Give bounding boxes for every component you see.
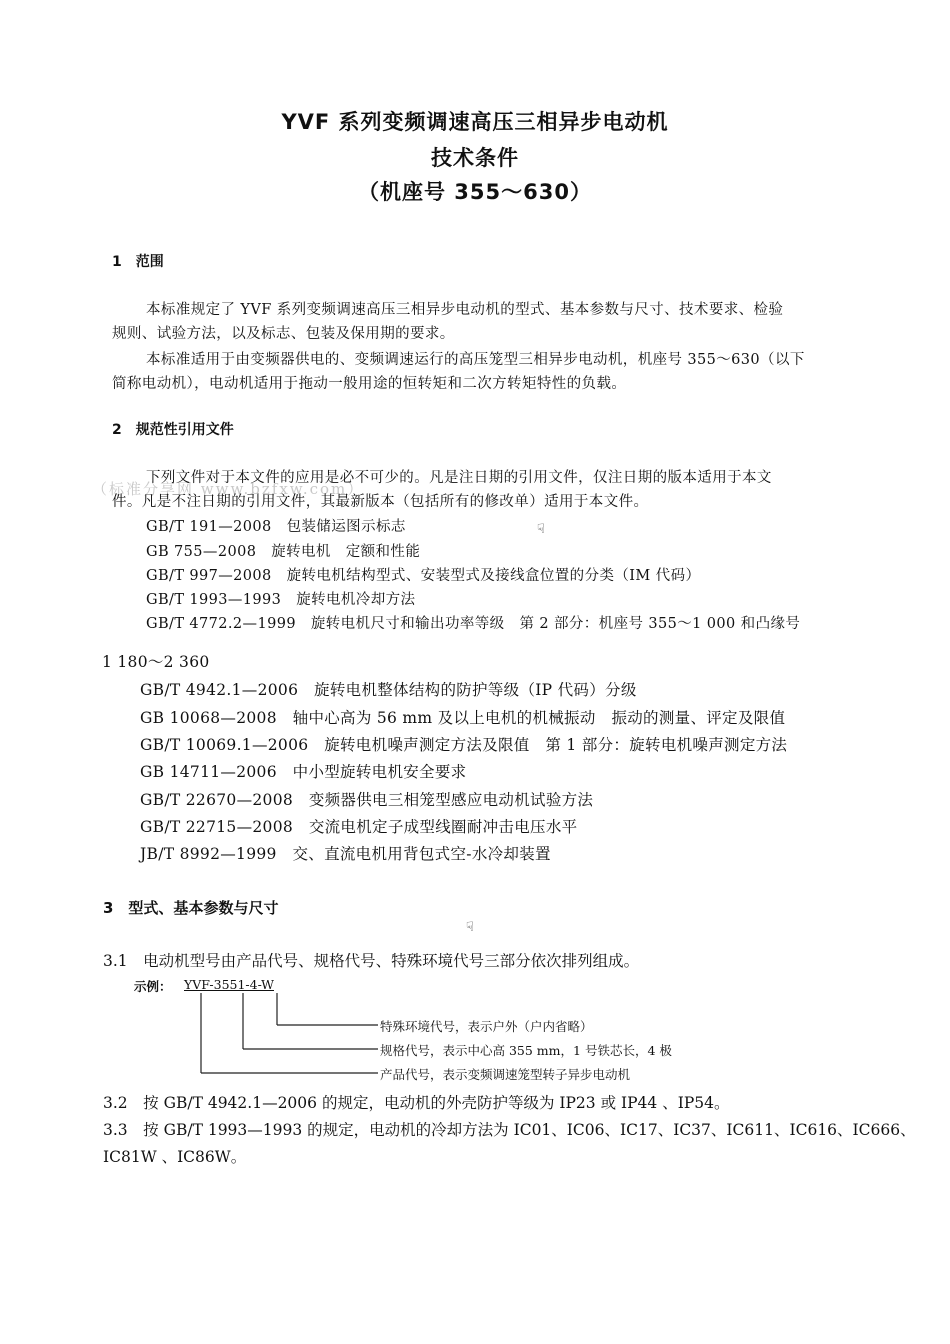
ref-item: GB/T 997—2008 旋转电机结构型式、安装型式及接线盒位置的分类（IM 代码）: [146, 568, 701, 584]
section-1-heading: 1 范围: [112, 254, 164, 270]
s1-para1-line1: 本标准规定了 YVF 系列变频调速高压三相异步电动机的型式、基本参数与尺寸、技术要求、检验: [146, 302, 784, 318]
ref-item: GB/T 191—2008 包装储运图示标志: [146, 519, 406, 535]
ref-item: GB 755—2008 旋转电机 定额和性能: [146, 544, 421, 560]
annotation-product-code: 产品代号，表示变频调速笼型转子异步电动机: [380, 1067, 631, 1082]
s2-intro-line1: 下列文件对于本文件的应用是必不可少的。凡是注日期的引用文件，仅注日期的版本适用于本文: [146, 470, 772, 486]
ref-item: GB/T 22670—2008 变频器供电三相笼型感应电动机试验方法: [140, 791, 594, 809]
section-3-heading: 3 型式、基本参数与尺寸: [103, 899, 279, 917]
ref-item-continuation: 1 180～2 360: [102, 653, 210, 671]
clause-3-3-line2: IC81W 、IC86W。: [103, 1148, 247, 1166]
ref-item: GB/T 22715—2008 交流电机定子成型线圈耐冲击电压水平: [140, 818, 578, 836]
ref-item: GB/T 1993—1993 旋转电机冷却方法: [146, 592, 416, 608]
watermark: （标准分享网 www.bzfxw.com）: [92, 480, 365, 498]
ref-item: GB/T 4942.1—2006 旋转电机整体结构的防护等级（IP 代码）分级: [140, 681, 637, 699]
example-model-code: YVF-3551-4-W: [184, 977, 274, 992]
section-2-heading: 2 规范性引用文件: [112, 422, 234, 438]
ref-item: JB/T 8992—1999 交、直流电机用背包式空-水冷却装置: [140, 845, 551, 863]
s1-para2-line2: 简称电动机），电动机适用于拖动一般用途的恒转矩和二次方转矩特性的负载。: [112, 376, 627, 392]
doc-title-line1: YVF 系列变频调速高压三相异步电动机: [281, 110, 669, 134]
s1-para2-line1: 本标准适用于由变频器供电的、变频调速运行的高压笼型三相异步电动机，机座号 355～630（以下: [146, 352, 805, 368]
ref-item: GB 10068—2008 轴中心高为 56 mm 及以上电机的机械振动 振动的测量、评定及限值: [140, 709, 786, 727]
example-label: 示例：: [134, 979, 172, 994]
clause-3-1: 3.1 电动机型号由产品代号、规格代号、特殊环境代号三部分依次排列组成。: [103, 952, 640, 970]
annotation-environment-code: 特殊环境代号，表示户外（户内省略）: [380, 1019, 593, 1034]
doc-title-line3: （机座号 355～630）: [358, 180, 592, 204]
doc-title-line2: 技术条件: [431, 146, 519, 170]
hand-cursor-icon: ☟: [466, 920, 474, 935]
hand-cursor-icon: ☟: [537, 522, 545, 537]
s2-intro-line2: 件。凡是不注日期的引用文件，其最新版本（包括所有的修改单）适用于本文件。: [112, 494, 649, 510]
s1-para1-line2: 规则、试验方法，以及标志、包装及保用期的要求。: [112, 326, 455, 342]
ref-item: GB 14711—2006 中小型旋转电机安全要求: [140, 763, 467, 781]
ref-item: GB/T 4772.2—1999 旋转电机尺寸和输出功率等级 第 2 部分：机座号 355～1 000 和凸缘号: [146, 616, 801, 632]
clause-3-2: 3.2 按 GB/T 4942.1—2006 的规定，电动机的外壳防护等级为 IP23 或 IP44 、IP54。: [103, 1094, 730, 1112]
clause-3-3-line1: 3.3 按 GB/T 1993—1993 的规定，电动机的冷却方法为 IC01、IC06、IC17、IC37、IC611、IC616、IC666、: [103, 1121, 916, 1139]
ref-item: GB/T 10069.1—2006 旋转电机噪声测定方法及限值 第 1 部分：旋转电机噪声测定方法: [140, 736, 788, 754]
annotation-spec-code: 规格代号，表示中心高 355 mm，1 号铁芯长，4 极: [380, 1043, 672, 1058]
